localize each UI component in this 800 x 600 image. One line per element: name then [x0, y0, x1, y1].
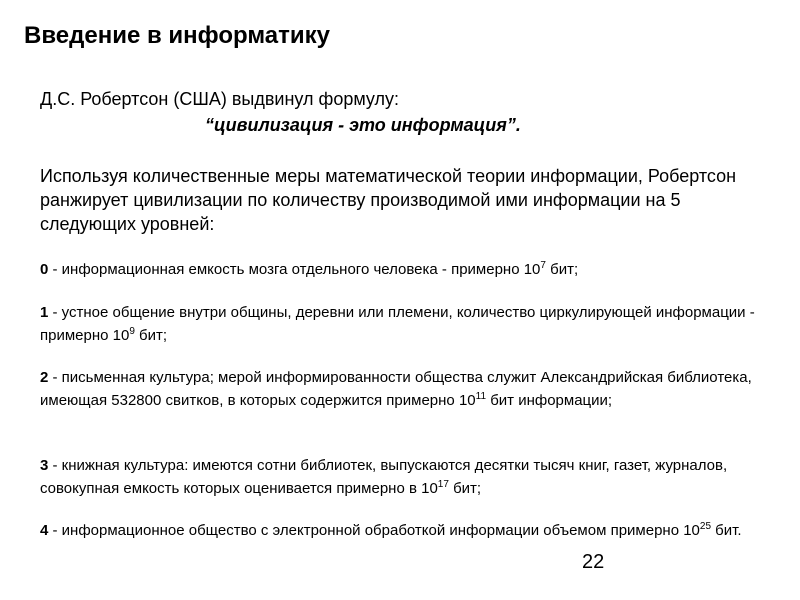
level-item-0: [40, 259, 760, 282]
level-number: 2: [40, 369, 49, 386]
level-item-4: [40, 520, 760, 543]
level-item-2: [40, 367, 760, 412]
level-description: - информационная емкость мозга отдельного человека - примерно 10: [48, 261, 541, 278]
level-number: 0: [40, 261, 49, 278]
page-number: 22: [582, 551, 605, 573]
level-unit: бит;: [134, 326, 168, 344]
level-unit: бит;: [448, 479, 482, 497]
level-exponent: 9: [129, 325, 135, 337]
level-description: - информационное общество с электронной обработкой информации объемом примерно 10: [48, 522, 700, 539]
intro-paragraph: Используя количественные меры математической теории информации, Робертсон ранжирует цивилизации по количеству производимой ими информации на 5 следующих уровней:: [40, 166, 737, 234]
level-unit: бит.: [711, 522, 742, 539]
level-exponent: 25: [699, 521, 712, 532]
author-statement: Д.С. Робертсон (США) выдвинул формулу:: [40, 89, 400, 109]
level-number: 4: [40, 522, 49, 539]
level-exponent: 17: [437, 478, 449, 490]
level-item-1: [40, 302, 760, 347]
level-description: - письменная культура; мерой информированности общества служит Александрийская библиотека, имеющая 532800 свитков, в которых содержится примерно 10: [40, 369, 752, 409]
level-item-3: [40, 455, 760, 500]
level-description: - устное общение внутри общины, деревни или племени, количество циркулирующей информации - примерно 10: [40, 304, 755, 344]
level-unit: бит информации;: [486, 391, 613, 409]
level-description: - книжная культура: имеются сотни библиотек, выпускаются десятки тысяч книг, газет, журналов, совокупная емкость которых оценивается примерно в 10: [40, 457, 728, 497]
level-exponent: 11: [475, 390, 487, 402]
page-title: Введение в информатику: [24, 22, 330, 49]
level-exponent: 7: [540, 260, 546, 271]
level-unit: бит;: [545, 261, 579, 278]
formula-quote: “цивилизация - это информация”.: [205, 115, 521, 135]
level-number: 3: [40, 457, 49, 474]
level-number: 1: [40, 304, 49, 321]
